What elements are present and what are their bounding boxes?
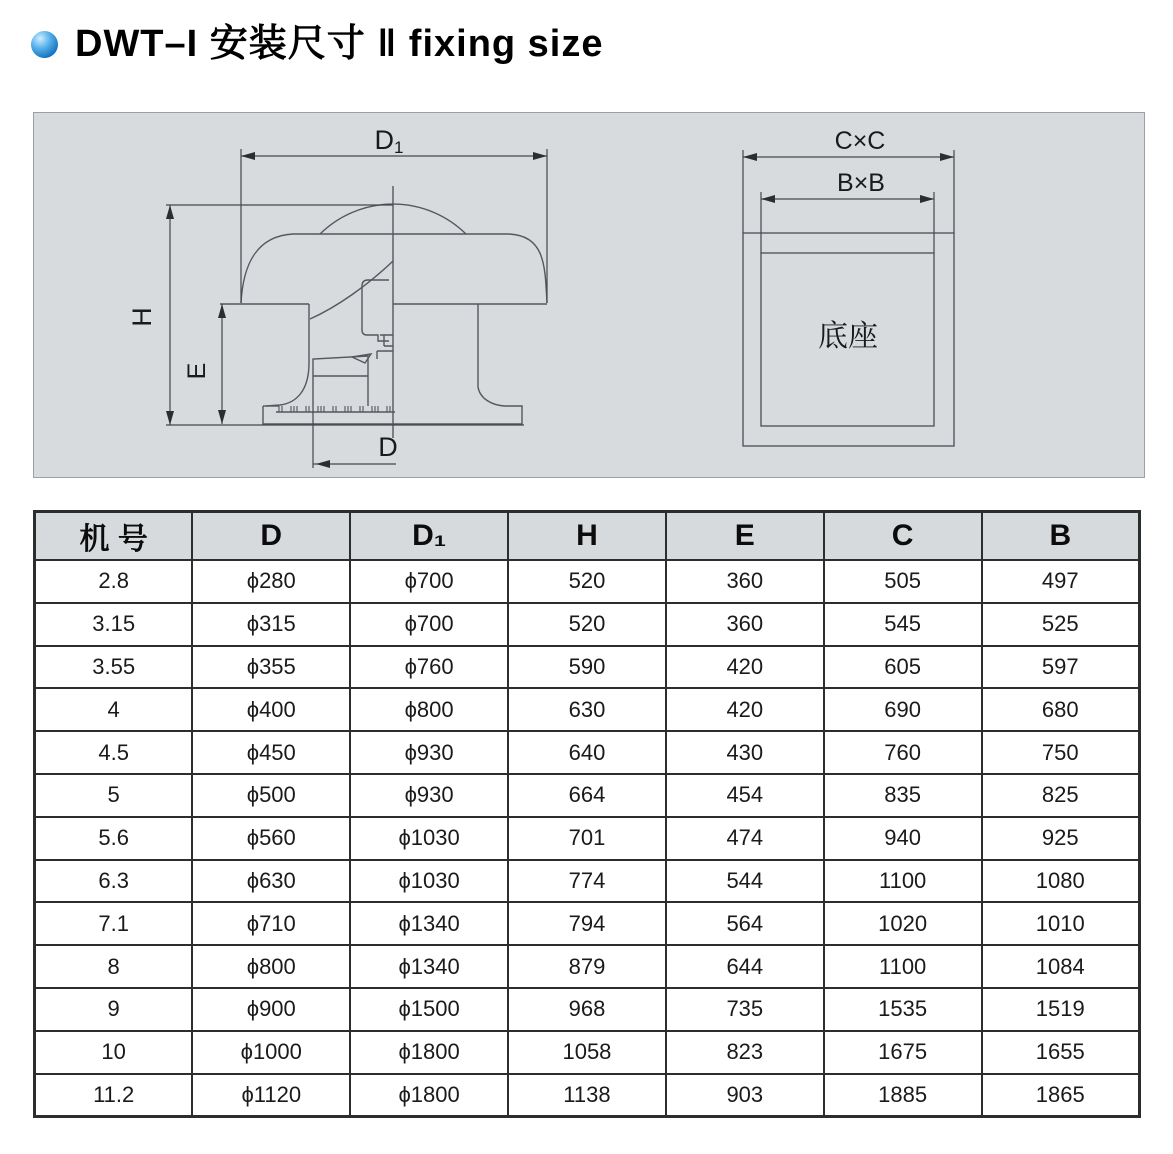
section-header: [31, 24, 604, 66]
table-cell: ϕ450: [192, 731, 350, 774]
table-cell: 968: [508, 988, 666, 1031]
table-row: [35, 988, 1140, 1031]
table-cell: 420: [666, 688, 824, 731]
table-cell: 8: [35, 945, 193, 988]
arrow-c-right-icon: [940, 153, 954, 161]
table-cell: 690: [824, 688, 982, 731]
table-cell: 701: [508, 817, 666, 860]
table-cell: ϕ900: [192, 988, 350, 1031]
table-cell: ϕ710: [192, 902, 350, 945]
table-row: [35, 560, 1140, 603]
column-header: D₁: [350, 512, 508, 561]
table-cell: ϕ1030: [350, 860, 508, 903]
table-cell: 360: [666, 560, 824, 603]
section-bullet-icon: [31, 31, 58, 58]
table-cell: ϕ1030: [350, 817, 508, 860]
table-cell: 545: [824, 603, 982, 646]
motor-housing: [362, 280, 389, 341]
table-cell: 3.15: [35, 603, 193, 646]
table-cell: 2.8: [35, 560, 193, 603]
arrow-c-left-icon: [743, 153, 757, 161]
table-cell: 1084: [982, 945, 1140, 988]
table-cell: 525: [982, 603, 1140, 646]
table-row: [35, 817, 1140, 860]
cap-right-shoulder: [509, 234, 547, 303]
table-cell: 835: [824, 774, 982, 817]
table-row: [35, 731, 1140, 774]
table-cell: ϕ355: [192, 646, 350, 689]
left-wall-flange: [266, 304, 309, 406]
table-cell: 505: [824, 560, 982, 603]
table-cell: 1519: [982, 988, 1140, 1031]
arrow-d1-left-icon: [241, 152, 255, 160]
table-cell: ϕ930: [350, 731, 508, 774]
table-cell: 735: [666, 988, 824, 1031]
table-cell: 1058: [508, 1031, 666, 1074]
table-cell: 1885: [824, 1074, 982, 1117]
table-cell: 644: [666, 945, 824, 988]
table-cell: 605: [824, 646, 982, 689]
table-cell: ϕ1500: [350, 988, 508, 1031]
table-cell: 564: [666, 902, 824, 945]
table-cell: ϕ800: [350, 688, 508, 731]
column-header: 机 号: [35, 512, 193, 561]
table-cell: 5.6: [35, 817, 193, 860]
table-header: [35, 512, 1140, 561]
table-cell: ϕ1340: [350, 945, 508, 988]
side-view-arrowheads: [166, 152, 547, 468]
arrow-b-left-icon: [761, 195, 775, 203]
column-header: B: [982, 512, 1140, 561]
table-cell: 10: [35, 1031, 193, 1074]
table-cell: 1020: [824, 902, 982, 945]
base-label: 底座: [818, 320, 878, 353]
table-cell: ϕ1800: [350, 1031, 508, 1074]
table-row: [35, 902, 1140, 945]
table-cell: 590: [508, 646, 666, 689]
arrow-e-bottom-icon: [218, 410, 226, 424]
arrow-d-left-icon: [316, 460, 330, 468]
table-cell: 1865: [982, 1074, 1140, 1117]
table-cell: 664: [508, 774, 666, 817]
table-cell: ϕ280: [192, 560, 350, 603]
table-cell: 544: [666, 860, 824, 903]
table-cell: ϕ700: [350, 560, 508, 603]
table-cell: ϕ630: [192, 860, 350, 903]
table-cell: ϕ315: [192, 603, 350, 646]
table-cell: ϕ800: [192, 945, 350, 988]
table-cell: 454: [666, 774, 824, 817]
table-cell: 3.55: [35, 646, 193, 689]
table-cell: ϕ1000: [192, 1031, 350, 1074]
table-cell: ϕ1340: [350, 902, 508, 945]
shaft-steps: [377, 335, 393, 359]
dim-label-h: H: [127, 307, 157, 327]
dim-label-cxc: C×C: [834, 127, 886, 155]
hatch-ticks: [279, 406, 390, 412]
table-row: [35, 646, 1140, 689]
table-row: [35, 1074, 1140, 1117]
cap-left-shoulder: [241, 234, 293, 303]
table-cell: 4.5: [35, 731, 193, 774]
table-cell: 640: [508, 731, 666, 774]
table-cell: 940: [824, 817, 982, 860]
table-row: [35, 688, 1140, 731]
arrow-h-bottom-icon: [166, 411, 174, 425]
table-cell: 1138: [508, 1074, 666, 1117]
dim-label-bxb: B×B: [837, 169, 885, 197]
table-cell: 6.3: [35, 860, 193, 903]
table-cell: ϕ560: [192, 817, 350, 860]
side-view-drawing: [220, 186, 547, 438]
table-cell: 1080: [982, 860, 1140, 903]
table-cell: 823: [666, 1031, 824, 1074]
page-title: DWT–I 安装尺寸 ‖ fixing size: [75, 23, 604, 65]
table-cell: ϕ700: [350, 603, 508, 646]
dim-label-d: D: [378, 432, 398, 462]
table-cell: 794: [508, 902, 666, 945]
table-cell: 5: [35, 774, 193, 817]
table-cell: ϕ500: [192, 774, 350, 817]
table-cell: 750: [982, 731, 1140, 774]
table-body: [35, 560, 1140, 1117]
table-cell: 474: [666, 817, 824, 860]
right-wall-flare: [478, 304, 518, 406]
table-cell: ϕ400: [192, 688, 350, 731]
column-header: H: [508, 512, 666, 561]
dimension-d1-lines: [241, 149, 547, 303]
table-cell: 360: [666, 603, 824, 646]
table-cell: 11.2: [35, 1074, 193, 1117]
table-cell: 1010: [982, 902, 1140, 945]
table-cell: 597: [982, 646, 1140, 689]
technical-drawing: [34, 113, 1144, 477]
table-cell: 879: [508, 945, 666, 988]
header-row: [35, 512, 1140, 561]
drawing-panel: [33, 112, 1145, 478]
table-cell: 1100: [824, 860, 982, 903]
table-cell: ϕ1120: [192, 1074, 350, 1117]
table-cell: 430: [666, 731, 824, 774]
table-cell: 760: [824, 731, 982, 774]
table-cell: 9: [35, 988, 193, 1031]
column-header: D: [192, 512, 350, 561]
column-header: C: [824, 512, 982, 561]
table-cell: 520: [508, 560, 666, 603]
table-cell: 1535: [824, 988, 982, 1031]
table-cell: 1100: [824, 945, 982, 988]
table-cell: 774: [508, 860, 666, 903]
table-cell: 1655: [982, 1031, 1140, 1074]
table-row: [35, 945, 1140, 988]
table-cell: ϕ1800: [350, 1074, 508, 1117]
table-cell: 420: [666, 646, 824, 689]
table-cell: 630: [508, 688, 666, 731]
table-cell: 520: [508, 603, 666, 646]
column-header: E: [666, 512, 824, 561]
motor-block: [313, 356, 368, 406]
dim-label-e: E: [183, 362, 211, 380]
table-cell: 4: [35, 688, 193, 731]
table-cell: 7.1: [35, 902, 193, 945]
table-cell: 825: [982, 774, 1140, 817]
table-cell: 1675: [824, 1031, 982, 1074]
table-row: [35, 774, 1140, 817]
table-cell: ϕ930: [350, 774, 508, 817]
arrow-d1-right-icon: [533, 152, 547, 160]
table-row: [35, 1031, 1140, 1074]
inlet-cone-curve: [310, 261, 393, 319]
table-row: [35, 603, 1140, 646]
dimension-b-lines: [761, 192, 934, 253]
dim-label-d1: D1: [374, 125, 404, 157]
table-cell: 680: [982, 688, 1140, 731]
table-cell: ϕ760: [350, 646, 508, 689]
arrow-h-top-icon: [166, 205, 174, 219]
table-cell: 925: [982, 817, 1140, 860]
table-row: [35, 860, 1140, 903]
table-cell: 903: [666, 1074, 824, 1117]
arrow-b-right-icon: [920, 195, 934, 203]
table-cell: 497: [982, 560, 1140, 603]
dimension-table: [33, 510, 1141, 1118]
arrow-e-top-icon: [218, 304, 226, 318]
